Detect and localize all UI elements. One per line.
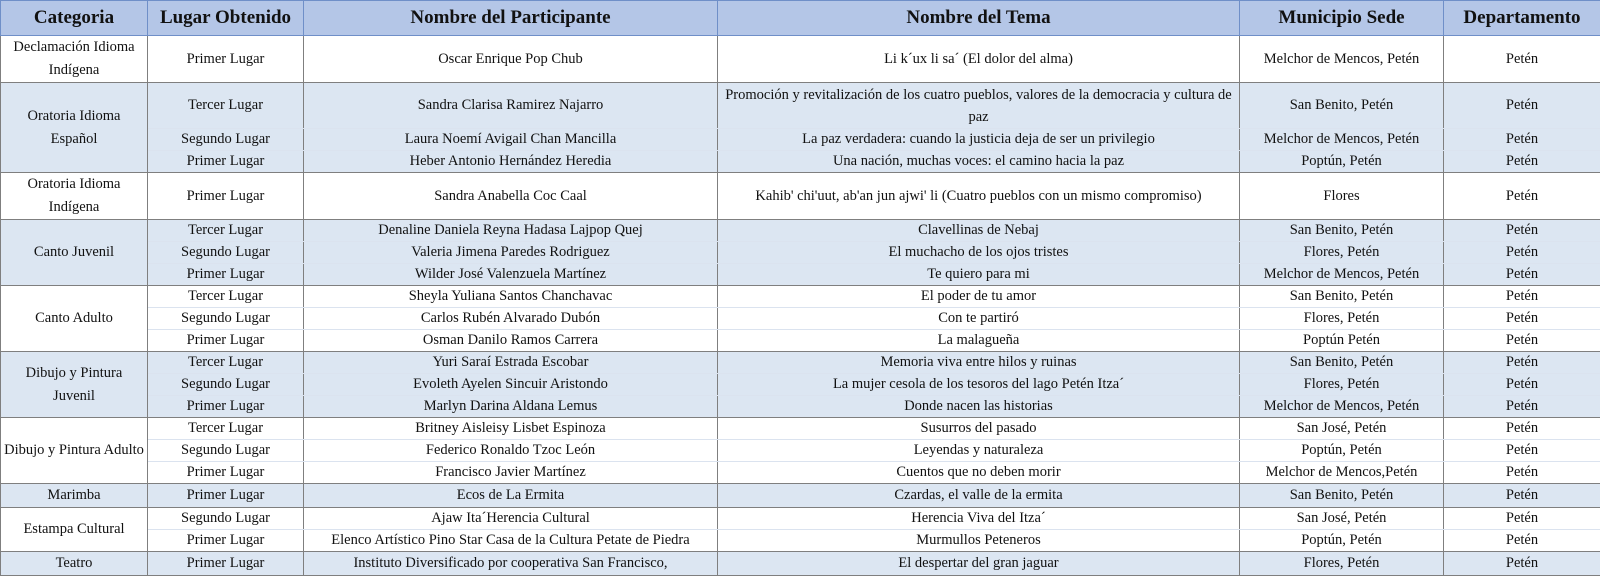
place-cell: Primer Lugar (148, 264, 304, 286)
municipio-cell: Melchor de Mencos, Petén (1240, 396, 1444, 418)
table-row (1, 440, 1600, 462)
table-row (1, 242, 1600, 264)
category-group (1, 352, 1600, 418)
theme-cell: Leyendas y naturaleza (718, 440, 1240, 462)
category-group (1, 220, 1600, 286)
place-cell: Primer Lugar (148, 530, 304, 552)
table-row (1, 286, 1600, 308)
table-row (1, 530, 1600, 552)
departamento-cell: Petén (1444, 462, 1600, 484)
municipio-cell: San Benito, Petén (1240, 352, 1444, 374)
category-group (1, 508, 1600, 552)
participant-cell: Carlos Rubén Alvarado Dubón (304, 308, 718, 330)
table-row (1, 83, 1600, 129)
theme-cell: Susurros del pasado (718, 418, 1240, 440)
theme-cell: Donde nacen las historias (718, 396, 1240, 418)
departamento-cell: Petén (1444, 396, 1600, 418)
departamento-cell: Petén (1444, 264, 1600, 286)
header-lugar-obtenido: Lugar Obtenido (148, 1, 304, 36)
place-cell: Primer Lugar (148, 552, 304, 576)
theme-cell: Herencia Viva del Itza´ (718, 508, 1240, 530)
table-row (1, 151, 1600, 173)
theme-cell: Promoción y revitalización de los cuatro pueblos, valores de la democracia y cultura de paz (718, 83, 1240, 129)
departamento-cell: Petén (1444, 418, 1600, 440)
participant-cell: Osman Danilo Ramos Carrera (304, 330, 718, 352)
place-cell: Tercer Lugar (148, 286, 304, 308)
category-cell: Dibujo y Pintura Adulto (1, 418, 148, 484)
municipio-cell: San Benito, Petén (1240, 220, 1444, 242)
departamento-cell: Petén (1444, 220, 1600, 242)
theme-cell: Czardas, el valle de la ermita (718, 484, 1240, 508)
municipio-cell: Melchor de Mencos, Petén (1240, 36, 1444, 83)
departamento-cell: Petén (1444, 36, 1600, 83)
theme-cell: El muchacho de los ojos tristes (718, 242, 1240, 264)
departamento-cell: Petén (1444, 286, 1600, 308)
table-row (1, 462, 1600, 484)
theme-cell: Li k´ux li sa´ (El dolor del alma) (718, 36, 1240, 83)
table-row (1, 552, 1600, 576)
header-nombre-participante: Nombre del Participante (304, 1, 718, 36)
theme-cell: Clavellinas de Nebaj (718, 220, 1240, 242)
category-cell: Estampa Cultural (1, 508, 148, 552)
municipio-cell: San José, Petén (1240, 508, 1444, 530)
table-row (1, 220, 1600, 242)
table-row (1, 484, 1600, 508)
place-cell: Primer Lugar (148, 396, 304, 418)
municipio-cell: Poptún, Petén (1240, 530, 1444, 552)
participant-cell: Yuri Saraí Estrada Escobar (304, 352, 718, 374)
departamento-cell: Petén (1444, 151, 1600, 173)
category-cell: Marimba (1, 484, 148, 508)
theme-cell: Kahib' chi'uut, ab'an jun ajwi' li (Cuatro pueblos con un mismo compromiso) (718, 173, 1240, 220)
departamento-cell: Petén (1444, 530, 1600, 552)
header-departamento: Departamento (1444, 1, 1600, 36)
participant-cell: Francisco Javier Martínez (304, 462, 718, 484)
theme-cell: La paz verdadera: cuando la justicia deja de ser un privilegio (718, 129, 1240, 151)
category-group (1, 552, 1600, 576)
place-cell: Primer Lugar (148, 173, 304, 220)
departamento-cell: Petén (1444, 242, 1600, 264)
municipio-cell: Poptún Petén (1240, 330, 1444, 352)
category-cell: Declamación Idioma Indígena (1, 36, 148, 83)
place-cell: Segundo Lugar (148, 242, 304, 264)
theme-cell: Te quiero para mi (718, 264, 1240, 286)
municipio-cell: Flores (1240, 173, 1444, 220)
participant-cell: Laura Noemí Avigail Chan Mancilla (304, 129, 718, 151)
municipio-cell: San Benito, Petén (1240, 83, 1444, 129)
participant-cell: Elenco Artístico Pino Star Casa de la Cultura Petate de Piedra (304, 530, 718, 552)
departamento-cell: Petén (1444, 330, 1600, 352)
participant-cell: Federico Ronaldo Tzoc León (304, 440, 718, 462)
table-row (1, 36, 1600, 83)
theme-cell: La malagueña (718, 330, 1240, 352)
participant-cell: Evoleth Ayelen Sincuir Aristondo (304, 374, 718, 396)
departamento-cell: Petén (1444, 440, 1600, 462)
municipio-cell: Melchor de Mencos,Petén (1240, 462, 1444, 484)
departamento-cell: Petén (1444, 129, 1600, 151)
place-cell: Primer Lugar (148, 484, 304, 508)
participant-cell: Sandra Clarisa Ramirez Najarro (304, 83, 718, 129)
theme-cell: La mujer cesola de los tesoros del lago Petén Itza´ (718, 374, 1240, 396)
theme-cell: El poder de tu amor (718, 286, 1240, 308)
category-group (1, 418, 1600, 484)
category-group (1, 286, 1600, 352)
municipio-cell: San Benito, Petén (1240, 286, 1444, 308)
participant-cell: Denaline Daniela Reyna Hadasa Lajpop Quej (304, 220, 718, 242)
category-cell: Oratoria Idioma Español (1, 83, 148, 173)
participant-cell: Heber Antonio Hernández Heredia (304, 151, 718, 173)
participant-cell: Ecos de La Ermita (304, 484, 718, 508)
table-row (1, 330, 1600, 352)
theme-cell: Murmullos Peteneros (718, 530, 1240, 552)
participant-cell: Oscar Enrique Pop Chub (304, 36, 718, 83)
table-row (1, 374, 1600, 396)
municipio-cell: Flores, Petén (1240, 552, 1444, 576)
participant-cell: Ajaw Ita´Herencia Cultural (304, 508, 718, 530)
departamento-cell: Petén (1444, 352, 1600, 374)
category-group (1, 484, 1600, 508)
theme-cell: El despertar del gran jaguar (718, 552, 1240, 576)
municipio-cell: San Benito, Petén (1240, 484, 1444, 508)
place-cell: Segundo Lugar (148, 308, 304, 330)
participant-cell: Marlyn Darina Aldana Lemus (304, 396, 718, 418)
header-row (1, 1, 1600, 36)
departamento-cell: Petén (1444, 173, 1600, 220)
category-group (1, 83, 1600, 173)
participant-cell: Sandra Anabella Coc Caal (304, 173, 718, 220)
departamento-cell: Petén (1444, 484, 1600, 508)
place-cell: Primer Lugar (148, 151, 304, 173)
departamento-cell: Petén (1444, 552, 1600, 576)
municipio-cell: Flores, Petén (1240, 242, 1444, 264)
table-row (1, 418, 1600, 440)
place-cell: Primer Lugar (148, 330, 304, 352)
table-row (1, 396, 1600, 418)
departamento-cell: Petén (1444, 308, 1600, 330)
place-cell: Segundo Lugar (148, 374, 304, 396)
table-row (1, 129, 1600, 151)
municipio-cell: San José, Petén (1240, 418, 1444, 440)
place-cell: Tercer Lugar (148, 352, 304, 374)
place-cell: Primer Lugar (148, 462, 304, 484)
category-group (1, 36, 1600, 83)
municipio-cell: Melchor de Mencos, Petén (1240, 264, 1444, 286)
table-row (1, 308, 1600, 330)
table-row (1, 264, 1600, 286)
place-cell: Segundo Lugar (148, 129, 304, 151)
municipio-cell: Poptún, Petén (1240, 440, 1444, 462)
category-cell: Dibujo y Pintura Juvenil (1, 352, 148, 418)
municipio-cell: Poptún, Petén (1240, 151, 1444, 173)
place-cell: Tercer Lugar (148, 220, 304, 242)
theme-cell: Con te partiró (718, 308, 1240, 330)
table-row (1, 508, 1600, 530)
participant-cell: Instituto Diversificado por cooperativa San Francisco, (304, 552, 718, 576)
participant-cell: Valeria Jimena Paredes Rodriguez (304, 242, 718, 264)
place-cell: Tercer Lugar (148, 418, 304, 440)
category-cell: Canto Adulto (1, 286, 148, 352)
theme-cell: Memoria viva entre hilos y ruinas (718, 352, 1240, 374)
header-categoria: Categoria (1, 1, 148, 36)
header-nombre-tema: Nombre del Tema (718, 1, 1240, 36)
place-cell: Segundo Lugar (148, 440, 304, 462)
category-cell: Oratoria Idioma Indígena (1, 173, 148, 220)
category-cell: Canto Juvenil (1, 220, 148, 286)
participant-cell: Wilder José Valenzuela Martínez (304, 264, 718, 286)
municipio-cell: Melchor de Mencos, Petén (1240, 129, 1444, 151)
header-municipio-sede: Municipio Sede (1240, 1, 1444, 36)
departamento-cell: Petén (1444, 83, 1600, 129)
participant-cell: Britney Aisleisy Lisbet Espinoza (304, 418, 718, 440)
theme-cell: Cuentos que no deben morir (718, 462, 1240, 484)
place-cell: Primer Lugar (148, 36, 304, 83)
category-group (1, 173, 1600, 220)
participant-cell: Sheyla Yuliana Santos Chanchavac (304, 286, 718, 308)
table-row (1, 352, 1600, 374)
municipio-cell: Flores, Petén (1240, 308, 1444, 330)
municipio-cell: Flores, Petén (1240, 374, 1444, 396)
place-cell: Tercer Lugar (148, 83, 304, 129)
category-cell: Teatro (1, 552, 148, 576)
table-row (1, 173, 1600, 220)
departamento-cell: Petén (1444, 374, 1600, 396)
place-cell: Segundo Lugar (148, 508, 304, 530)
theme-cell: Una nación, muchas voces: el camino hacia la paz (718, 151, 1240, 173)
departamento-cell: Petén (1444, 508, 1600, 530)
